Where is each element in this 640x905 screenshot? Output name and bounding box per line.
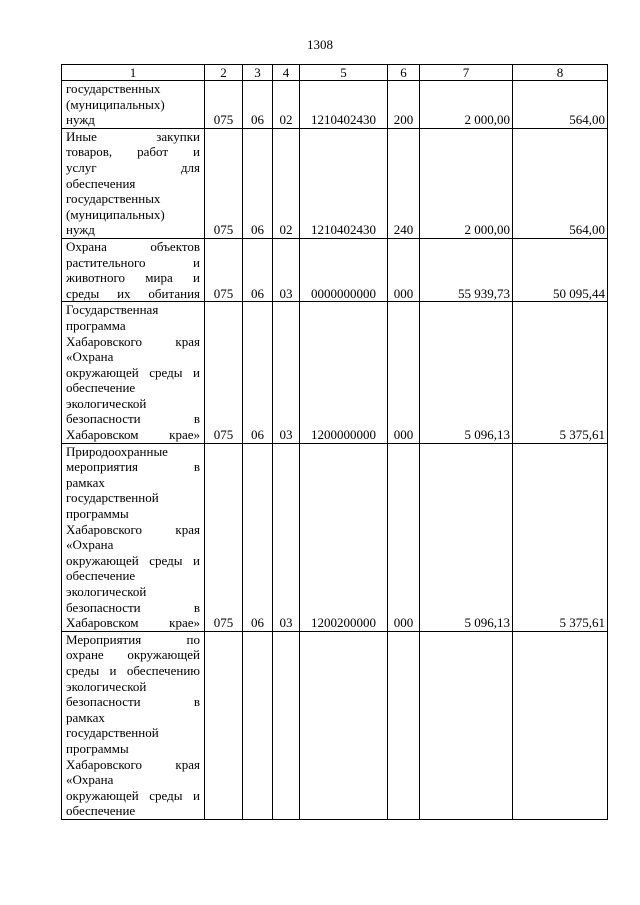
ministry-code-cell: 075	[205, 81, 243, 129]
expense-name-line: (муниципальных)	[66, 96, 165, 112]
amount-cell: 5 375,61	[513, 302, 608, 443]
section-code-cell: 06	[243, 128, 273, 238]
expense-name-line: государственной	[66, 725, 159, 741]
expense-type-cell: 000	[388, 302, 420, 443]
header-cell: 1	[62, 65, 205, 81]
subsection-code-cell: 02	[273, 128, 300, 238]
expense-name-line: программы	[66, 506, 129, 522]
table-row	[62, 302, 608, 443]
expense-name-line: экологической	[66, 584, 147, 599]
amount-cell: 5 375,61	[513, 443, 608, 631]
table-header-row	[62, 65, 608, 81]
header-cell: 4	[273, 65, 300, 81]
expense-name-line: Хабаровского края	[66, 521, 200, 537]
header-cell: 2	[205, 65, 243, 81]
amount-cell: 5 096,13	[420, 443, 513, 631]
header-cell: 7	[420, 65, 513, 81]
expense-name-line: услуг для	[66, 159, 200, 175]
amount-cell: 2 000,00	[420, 128, 513, 238]
table-row	[62, 443, 608, 631]
expense-name-line: рамках	[66, 474, 105, 490]
table-row	[62, 128, 608, 238]
ministry-code-cell: 075	[205, 443, 243, 631]
amount-cell: 2 000,00	[420, 81, 513, 129]
expense-name-line: животного мира и	[66, 270, 200, 286]
expense-name-line: экологической	[66, 678, 147, 694]
expense-type-cell	[388, 631, 420, 819]
expense-name-line: безопасности в	[66, 599, 200, 615]
expense-name-line: обеспечение	[66, 803, 136, 819]
expense-name-cell	[62, 302, 205, 443]
subsection-code-cell: 03	[273, 302, 300, 443]
expense-name-line: окружающей среды и	[66, 787, 200, 803]
expense-name-line: государственных	[66, 81, 161, 96]
expense-name-line: Хабаровском крае»	[66, 427, 200, 443]
subsection-code-cell: 03	[273, 443, 300, 631]
ministry-code-cell: 075	[205, 128, 243, 238]
expense-name-cell	[62, 443, 205, 631]
table-row	[62, 81, 608, 129]
expense-name-cell	[62, 81, 205, 129]
expense-name-line: «Охрана	[66, 349, 114, 365]
header-cell: 3	[243, 65, 273, 81]
header-cell: 6	[388, 65, 420, 81]
target-article-cell	[300, 631, 388, 819]
expense-name-line: окружающей среды и	[66, 552, 200, 568]
amount-cell	[420, 631, 513, 819]
section-code-cell: 06	[243, 443, 273, 631]
subsection-code-cell: 02	[273, 81, 300, 129]
header-cell: 5	[300, 65, 388, 81]
expense-name-line: Иные закупки	[66, 128, 200, 144]
amount-cell	[513, 631, 608, 819]
amount-cell: 564,00	[513, 81, 608, 129]
expense-name-line: мероприятия в	[66, 459, 200, 475]
section-code-cell: 06	[243, 81, 273, 129]
ministry-code-cell: 075	[205, 302, 243, 443]
expense-type-cell: 000	[388, 443, 420, 631]
expense-type-cell: 240	[388, 128, 420, 238]
expense-name-line: рамках	[66, 709, 105, 725]
expense-type-cell: 200	[388, 81, 420, 129]
expense-name-line: Хабаровском крае»	[66, 615, 200, 631]
page-number: 1308	[307, 37, 333, 52]
expense-name-line: Природоохранные	[66, 443, 168, 459]
expense-name-line: товаров, работ и	[66, 144, 200, 160]
target-article-cell: 1210402430	[300, 128, 388, 238]
header-cell: 8	[513, 65, 608, 81]
expense-name-line: Государственная	[66, 302, 159, 318]
expense-name-line: «Охрана	[66, 537, 114, 553]
expense-name-line: среды и обеспечению	[66, 662, 200, 678]
table-row	[62, 238, 608, 301]
subsection-code-cell	[273, 631, 300, 819]
expense-name-line: программа	[66, 317, 126, 333]
expense-name-line: Хабаровского края	[66, 756, 200, 772]
ministry-code-cell	[205, 631, 243, 819]
expense-name-line: Мероприятия по	[66, 631, 200, 647]
amount-cell: 50 095,44	[513, 238, 608, 301]
expense-name-line: Хабаровского края	[66, 333, 200, 349]
expense-name-line: «Охрана	[66, 772, 114, 788]
expense-name-line: Охрана объектов	[66, 238, 200, 254]
table-row	[62, 631, 608, 819]
amount-cell: 55 939,73	[420, 238, 513, 301]
expense-name-cell	[62, 128, 205, 238]
expense-name-line: (муниципальных)	[66, 206, 165, 222]
section-code-cell: 06	[243, 238, 273, 301]
expense-type-cell: 000	[388, 238, 420, 301]
expense-name-line: среды их обитания	[66, 285, 200, 301]
expense-name-line: безопасности в	[66, 411, 200, 427]
section-code-cell: 06	[243, 302, 273, 443]
expense-name-cell	[62, 238, 205, 301]
expense-name-line: обеспечение	[66, 568, 136, 584]
ministry-code-cell: 075	[205, 238, 243, 301]
expense-name-line: экологической	[66, 395, 147, 411]
expense-name-line: программы	[66, 740, 129, 756]
table-body	[62, 81, 608, 820]
expense-name-line: нужд	[66, 222, 95, 238]
amount-cell: 5 096,13	[420, 302, 513, 443]
expense-name-line: растительного и	[66, 254, 200, 270]
target-article-cell: 1210402430	[300, 81, 388, 129]
target-article-cell: 1200000000	[300, 302, 388, 443]
expense-name-line: охране окружающей	[66, 647, 200, 663]
expense-name-line: государственной	[66, 490, 159, 506]
expense-name-line: окружающей среды и	[66, 364, 200, 380]
expense-name-line: нужд	[66, 112, 95, 128]
expense-name-line: обеспечение	[66, 380, 136, 396]
amount-cell: 564,00	[513, 128, 608, 238]
section-code-cell	[243, 631, 273, 819]
expense-name-line: обеспечения	[66, 175, 136, 191]
expense-name-line: безопасности в	[66, 694, 200, 710]
budget-table	[61, 64, 608, 820]
target-article-cell: 1200200000	[300, 443, 388, 631]
subsection-code-cell: 03	[273, 238, 300, 301]
target-article-cell: 0000000000	[300, 238, 388, 301]
expense-name-line: государственных	[66, 191, 161, 207]
expense-name-cell	[62, 631, 205, 819]
